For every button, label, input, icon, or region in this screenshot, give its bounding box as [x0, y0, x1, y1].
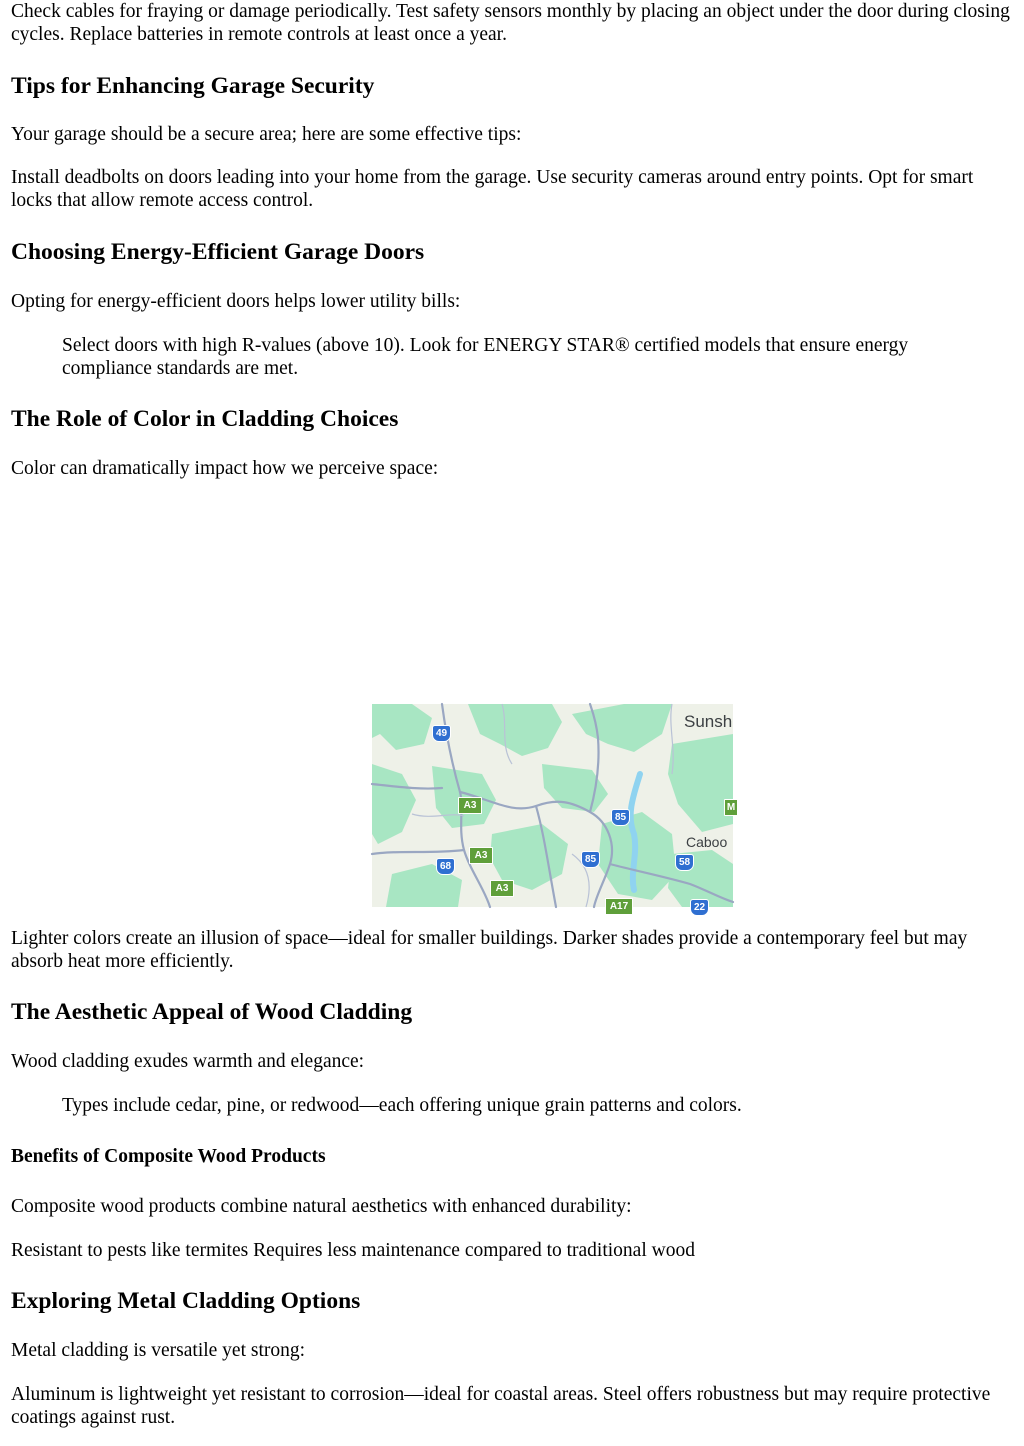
maintenance-paragraph: Check cables for fraying or damage periodically. Test safety sensors monthly by placing an object under the door during closing cycles. Replace batteries in remote controls at least once a year.	[11, 1, 1010, 45]
route-shield-a17: A17	[605, 898, 633, 915]
route-shield-a3-mid: A3	[469, 847, 493, 864]
security-tips-paragraph: Install deadbolts on doors leading into your home from the garage. Use security cameras around entry points. Opt for smart locks that allow remote access control.	[11, 167, 974, 211]
route-shield-68: 68	[436, 858, 455, 875]
heading-metal-cladding: Exploring Metal Cladding Options	[11, 1288, 361, 1314]
map-tiles	[372, 704, 733, 907]
route-shield-49: 49	[432, 725, 451, 742]
route-shield-85-mid: 85	[581, 851, 600, 868]
energy-tips-blockquote: Select doors with high R-values (above 10). Look for ENERGY STAR® certified models that ensure energy compliance standards are met.	[62, 335, 909, 379]
heading-wood-cladding: The Aesthetic Appeal of Wood Cladding	[11, 999, 413, 1025]
route-shield-m-edge: M	[724, 799, 738, 816]
metal-intro-paragraph: Metal cladding is versatile yet strong:	[11, 1340, 306, 1361]
route-shield-58: 58	[675, 854, 694, 871]
heading-composite-wood: Benefits of Composite Wood Products	[11, 1146, 326, 1167]
map-image[interactable]	[372, 704, 736, 913]
route-shield-22: 22	[690, 899, 709, 916]
composite-list-paragraph: Resistant to pests like termites Requires less maintenance compared to traditional wood	[11, 1240, 695, 1261]
heading-energy-efficient-doors: Choosing Energy-Efficient Garage Doors	[11, 239, 425, 265]
wood-types-blockquote: Types include cedar, pine, or redwood—each offering unique grain patterns and colors.	[62, 1095, 742, 1116]
map-place-caboolture: Caboo	[686, 834, 728, 850]
color-intro-paragraph: Color can dramatically impact how we perceive space:	[11, 458, 439, 479]
heading-color-cladding: The Role of Color in Cladding Choices	[11, 406, 399, 432]
wood-intro-paragraph: Wood cladding exudes warmth and elegance:	[11, 1051, 365, 1072]
security-intro-paragraph: Your garage should be a secure area; here are some effective tips:	[11, 124, 522, 145]
map-place-sunshine: Sunsh	[684, 712, 733, 731]
metal-body-paragraph: Aluminum is lightweight yet resistant to corrosion—ideal for coastal areas. Steel offers robustness but may require protective coatings against rust.	[11, 1384, 991, 1428]
energy-intro-paragraph: Opting for energy-efficient doors helps lower utility bills:	[11, 291, 461, 312]
route-shield-85: 85	[611, 809, 630, 826]
composite-intro-paragraph: Composite wood products combine natural aesthetics with enhanced durability:	[11, 1196, 632, 1217]
route-shield-a3: A3	[458, 797, 482, 814]
heading-garage-security: Tips for Enhancing Garage Security	[11, 73, 375, 99]
route-shield-a3-bottom: A3	[490, 880, 514, 897]
color-body-paragraph: Lighter colors create an illusion of space—ideal for smaller buildings. Darker shades provide a contemporary feel but may absorb heat more efficiently.	[11, 928, 968, 972]
